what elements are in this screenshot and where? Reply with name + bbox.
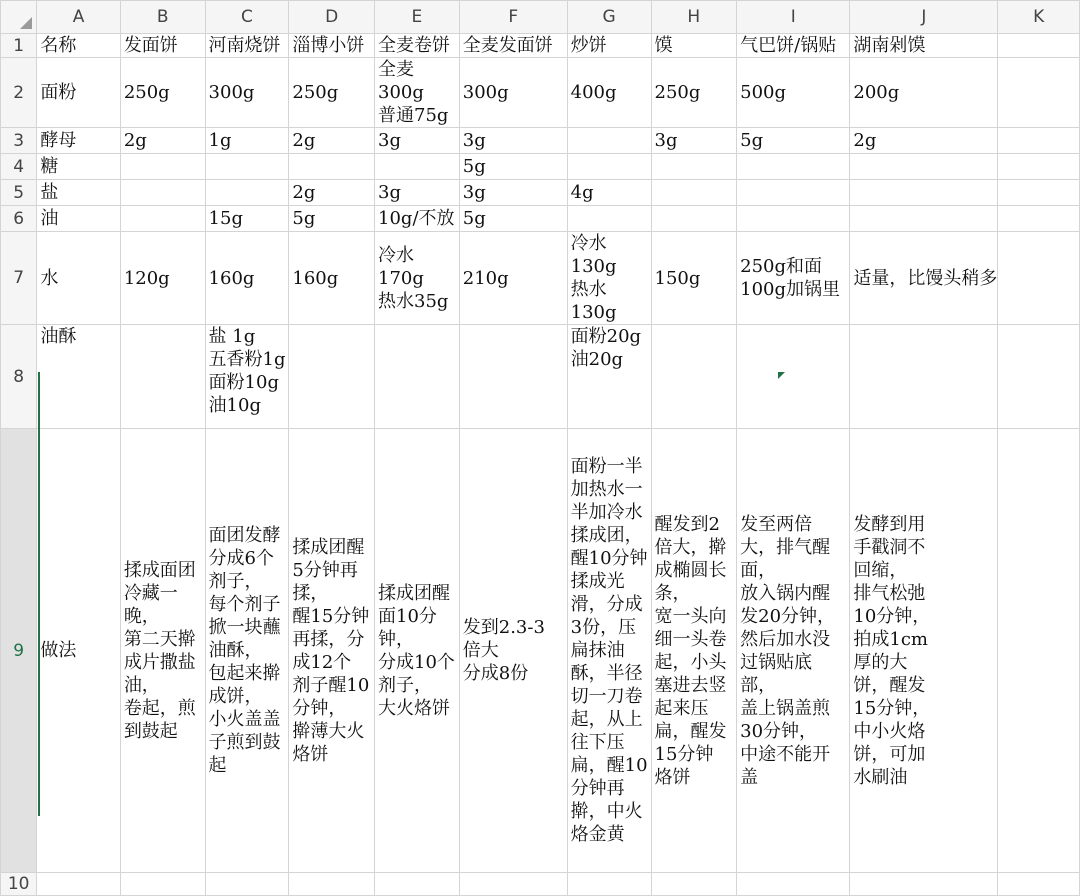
table-row [1,873,1080,896]
cell-k6[interactable] [998,206,1080,232]
cell-c2[interactable]: 300g [205,58,289,128]
cell-f9[interactable]: 发到2.3-3 倍大 分成8份 [459,429,567,873]
cell-g4[interactable] [567,154,651,180]
cell-j1[interactable]: 湖南剁馍 [850,34,998,58]
cell-j3[interactable]: 2g [850,128,998,154]
cell-h3[interactable]: 3g [651,128,737,154]
table-row [1,154,1080,180]
table-row [1,128,1080,154]
cell-b3[interactable]: 2g [120,128,205,154]
cell-a7[interactable]: 水 [37,232,120,325]
cell-h9[interactable]: 醒发到2 倍大，擀 成椭圆长 条， 宽一头向 细一头卷 起，小头 塞进去竖 起来压 扁，醒发 15分钟 烙饼 [651,429,737,873]
column-header-a[interactable]: A [37,1,120,34]
cell-f8[interactable] [459,325,567,429]
column-header-k[interactable]: K [998,1,1080,34]
cell-b6[interactable] [120,206,205,232]
cell-g8[interactable]: 面粉20g 油20g [567,325,651,429]
row-header-4[interactable]: 4 [1,154,37,180]
cell-i10[interactable] [737,873,850,896]
cell-f2[interactable]: 300g [459,58,567,128]
cell-a10[interactable] [37,873,120,896]
cell-g2[interactable]: 400g [567,58,651,128]
row-header-9[interactable]: 9 [1,429,37,873]
cell-b8[interactable] [120,325,205,429]
select-all-triangle-icon [20,17,32,29]
cell-d10[interactable] [289,873,375,896]
table-row [1,232,1080,325]
column-header-b[interactable]: B [120,1,205,34]
cell-k3[interactable] [998,128,1080,154]
cell-i6[interactable] [737,206,850,232]
cell-e9[interactable]: 揉成团醒 面10分 钟， 分成10个 剂子， 大火烙饼 [375,429,460,873]
column-header-c[interactable]: C [205,1,289,34]
table-row [1,34,1080,58]
cell-f3[interactable]: 3g [459,128,567,154]
cell-h4[interactable] [651,154,737,180]
cell-k8[interactable] [998,325,1080,429]
cell-a2[interactable]: 面粉 [37,58,120,128]
table-row [1,58,1080,128]
cell-e4[interactable] [375,154,460,180]
row-header-1[interactable]: 1 [1,34,37,58]
column-header-row [1,1,1080,34]
column-header-f[interactable]: F [459,1,567,34]
cell-k7[interactable] [998,232,1080,325]
cell-e7[interactable]: 冷水170g 热水35g [375,232,460,325]
cell-e1[interactable]: 全麦卷饼 [375,34,460,58]
cell-c4[interactable] [205,154,289,180]
cell-j7[interactable]: 适量，比馒头稍多 [850,232,998,325]
table-row [1,180,1080,206]
cell-d1[interactable]: 淄博小饼 [289,34,375,58]
cell-b5[interactable] [120,180,205,206]
cell-h10[interactable] [651,873,737,896]
cell-h2[interactable]: 250g [651,58,737,128]
table-row [1,325,1080,429]
cell-a4[interactable]: 糖 [37,154,120,180]
cell-e3[interactable]: 3g [375,128,460,154]
cell-c1[interactable]: 河南烧饼 [205,34,289,58]
cell-d7[interactable]: 160g [289,232,375,325]
column-header-j[interactable]: J [850,1,998,34]
cell-f5[interactable]: 3g [459,180,567,206]
cell-j5[interactable] [850,180,998,206]
cell-f7[interactable]: 210g [459,232,567,325]
column-header-d[interactable]: D [289,1,375,34]
cell-k4[interactable] [998,154,1080,180]
cell-f4[interactable]: 5g [459,154,567,180]
cell-g10[interactable] [567,873,651,896]
cell-d6[interactable]: 5g [289,206,375,232]
cell-h1[interactable]: 馍 [651,34,737,58]
cell-c3[interactable]: 1g [205,128,289,154]
cell-j8[interactable] [850,325,998,429]
cell-i5[interactable] [737,180,850,206]
cell-b7[interactable]: 120g [120,232,205,325]
cell-c6[interactable]: 15g [205,206,289,232]
row-header-2[interactable]: 2 [1,58,37,128]
cell-g7[interactable]: 冷水130g 热水130g [567,232,651,325]
table-row [1,206,1080,232]
cell-i8[interactable] [737,325,850,429]
cell-k5[interactable] [998,180,1080,206]
cell-j2[interactable]: 200g [850,58,998,128]
cell-f10[interactable] [459,873,567,896]
cell-f1[interactable]: 全麦发面饼 [459,34,567,58]
cell-h5[interactable] [651,180,737,206]
cell-c9[interactable]: 面团发酵 分成6个 剂子， 每个剂子 掀一块蘸 油酥， 包起来擀 成饼， 小火盖盖 子煎到鼓 起 [205,429,289,873]
cell-c5[interactable] [205,180,289,206]
cell-f6[interactable]: 5g [459,206,567,232]
select-all-corner[interactable] [1,1,37,34]
cell-comment-indicator-icon [778,372,785,379]
cell-a6[interactable]: 油 [37,206,120,232]
cell-a5[interactable]: 盐 [37,180,120,206]
cell-e5[interactable]: 3g [375,180,460,206]
row-header-6[interactable]: 6 [1,206,37,232]
column-header-e[interactable]: E [375,1,460,34]
cell-i1[interactable]: 气巴饼/锅贴 [737,34,850,58]
cell-c8[interactable]: 盐 1g 五香粉1g 面粉10g 油10g [205,325,289,429]
cell-d9[interactable]: 揉成团醒 5分钟再 揉， 醒15分钟 再揉，分 成12个 剂子醒10 分钟， 擀薄大火 烙饼 [289,429,375,873]
cell-k1[interactable] [998,34,1080,58]
cell-g6[interactable] [567,206,651,232]
column-header-h[interactable]: H [651,1,737,34]
cell-b4[interactable] [120,154,205,180]
cell-a1[interactable]: 名称 [37,34,120,58]
cell-e2[interactable]: 全麦300g 普通75g [375,58,460,128]
row-header-5[interactable]: 5 [1,180,37,206]
cell-c10[interactable] [205,873,289,896]
cell-b2[interactable]: 250g [120,58,205,128]
row-header-8[interactable]: 8 [1,325,37,429]
cell-b10[interactable] [120,873,205,896]
cell-i7[interactable]: 250g和面 100g加锅里 [737,232,850,325]
cell-h7[interactable]: 150g [651,232,737,325]
cell-a3[interactable]: 酵母 [37,128,120,154]
cell-g1[interactable]: 炒饼 [567,34,651,58]
cell-i3[interactable]: 5g [737,128,850,154]
cell-j4[interactable] [850,154,998,180]
selected-row-indicator [38,372,40,816]
cell-d5[interactable]: 2g [289,180,375,206]
cell-i2[interactable]: 500g [737,58,850,128]
cell-k9[interactable] [998,429,1080,873]
cell-k2[interactable] [998,58,1080,128]
table-row [1,429,1080,873]
cell-d8[interactable] [289,325,375,429]
cell-h6[interactable] [651,206,737,232]
cell-g3[interactable] [567,128,651,154]
cell-i9[interactable]: 发至两倍 大，排气醒 面， 放入锅内醒 发20分钟， 然后加水没 过锅贴底 部， 盖上锅盖煎 30分钟， 中途不能开 盖 [737,429,850,873]
cell-a8[interactable]: 油酥 [37,325,120,429]
cell-d2[interactable]: 250g [289,58,375,128]
cell-g5[interactable]: 4g [567,180,651,206]
cell-a9[interactable]: 做法 [37,429,120,873]
cell-b9[interactable]: 揉成面团 冷藏一 晚， 第二天擀 成片撒盐 油， 卷起，煎 到鼓起 [120,429,205,873]
cell-d3[interactable]: 2g [289,128,375,154]
cell-g9[interactable]: 面粉一半 加热水一 半加冷水 揉成团， 醒10分钟 揉成光 滑，分成 3份，压 扁抹油 酥，半径 切一刀卷 起，从上 往下压 扁，醒10 分钟再 擀，中火 烙金黄 [567,429,651,873]
cell-i4[interactable] [737,154,850,180]
cell-k10[interactable] [998,873,1080,896]
cell-e10[interactable] [375,873,460,896]
row-header-10[interactable]: 10 [1,873,37,896]
cell-d4[interactable] [289,154,375,180]
cell-j10[interactable] [850,873,998,896]
cell-c7[interactable]: 160g [205,232,289,325]
grid-body [1,34,1080,896]
row-header-3[interactable]: 3 [1,128,37,154]
cell-e8[interactable] [375,325,460,429]
column-header-g[interactable]: G [567,1,651,34]
cell-j6[interactable] [850,206,998,232]
row-header-7[interactable]: 7 [1,232,37,325]
cell-e6[interactable]: 10g/不放 [375,206,460,232]
cell-b1[interactable]: 发面饼 [120,34,205,58]
column-header-i[interactable]: I [737,1,850,34]
cell-h8[interactable] [651,325,737,429]
cell-j9[interactable]: 发酵到用 手戳洞不 回缩， 排气松弛 10分钟， 拍成1cm 厚的大 饼，醒发 15分钟， 中小火烙 饼，可加 水刷油 [850,429,998,873]
